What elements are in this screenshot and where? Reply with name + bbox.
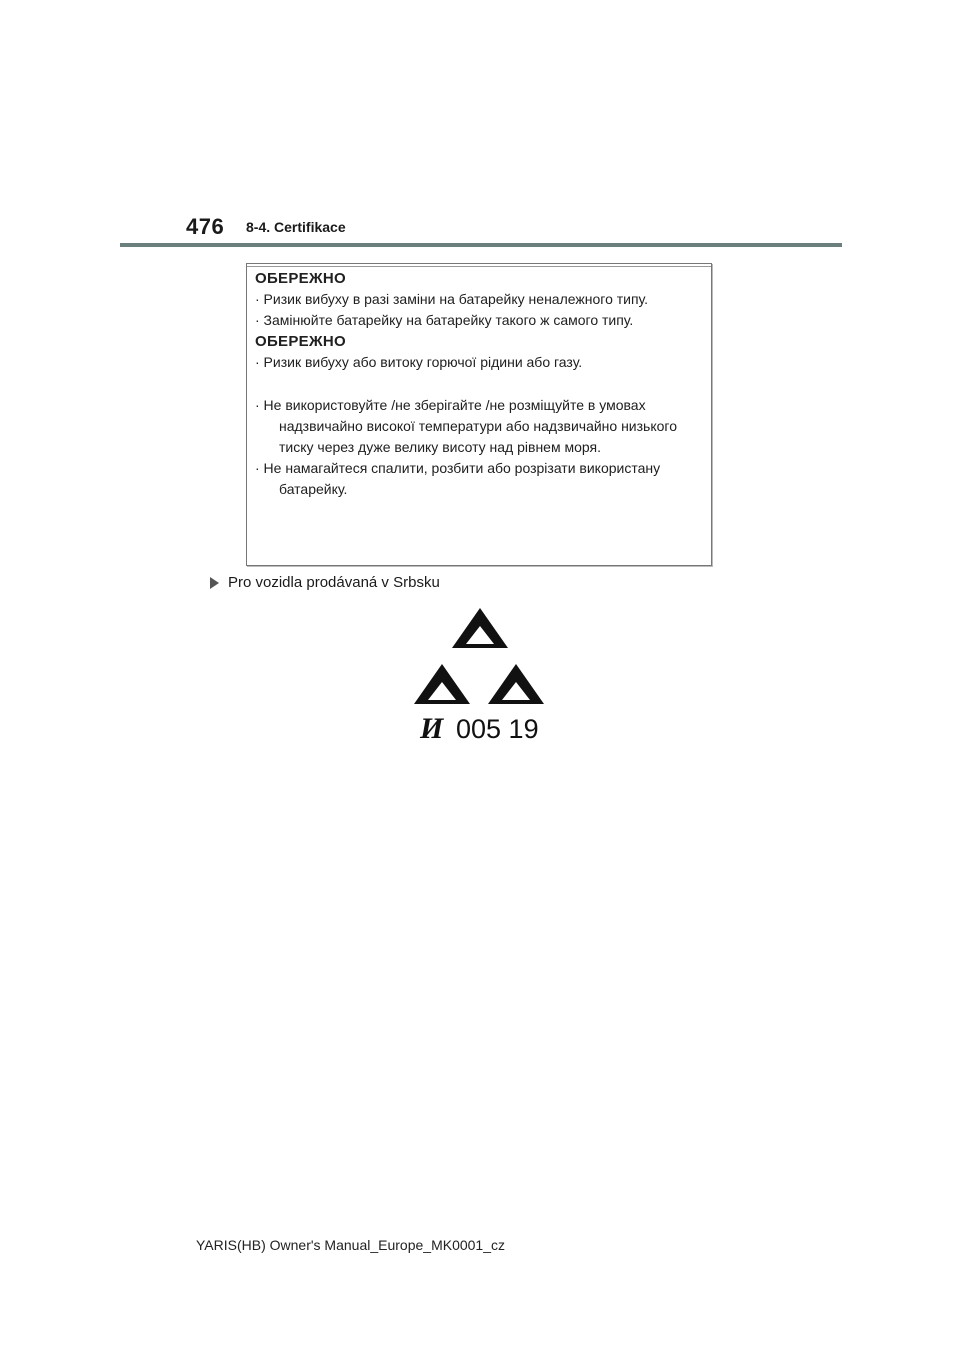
mark-code: 005 19 bbox=[456, 714, 539, 744]
triangle-mark-icon bbox=[410, 604, 550, 744]
warning-label-text bbox=[255, 268, 703, 500]
serbia-note bbox=[210, 574, 440, 591]
header-rule bbox=[120, 243, 842, 247]
page-footer: YARIS(HB) Owner's Manual_Europe_MK0001_cz bbox=[196, 1237, 505, 1253]
warning-line-2: · Замінюйте батарейку на батарейку такого ж самого типу. bbox=[255, 312, 634, 328]
warning-line-4c: тиску через дуже велику висоту над рівнем моря. bbox=[279, 439, 601, 455]
label-top-rule bbox=[247, 266, 711, 267]
section-title: 8-4. Certifikace bbox=[246, 219, 346, 235]
mark-letter: И bbox=[420, 712, 444, 744]
serbia-note-text: Pro vozidla prodávaná v Srbsku bbox=[228, 574, 440, 591]
warning-heading-2: ОБЕРЕЖНО bbox=[255, 333, 346, 350]
warning-line-4a: · Не використовуйте /не зберігайте /не розміщуйте в умовах bbox=[255, 397, 646, 413]
warning-line-5a: · Не намагайтеся спалити, розбити або розрізати використану bbox=[255, 460, 661, 476]
page-number: 476 bbox=[186, 214, 225, 239]
warning-line-4 bbox=[255, 395, 703, 458]
warning-label-image bbox=[246, 263, 712, 566]
warning-line-1: · Ризик вибуху в разі заміни на батарейку неналежного типу. bbox=[255, 291, 649, 307]
warning-line-5b: батарейку. bbox=[279, 481, 348, 497]
warning-line-3: · Ризик вибуху або витоку горючої рідини або газу. bbox=[255, 354, 583, 370]
warning-line-4b: надзвичайно високої температури або надзвичайно низького bbox=[279, 418, 677, 434]
spacer bbox=[255, 373, 703, 395]
warning-line-5 bbox=[255, 458, 703, 500]
serbian-certification-mark bbox=[410, 604, 550, 744]
warning-heading-1: ОБЕРЕЖНО bbox=[255, 270, 346, 287]
triangle-arrow-icon bbox=[210, 577, 219, 589]
